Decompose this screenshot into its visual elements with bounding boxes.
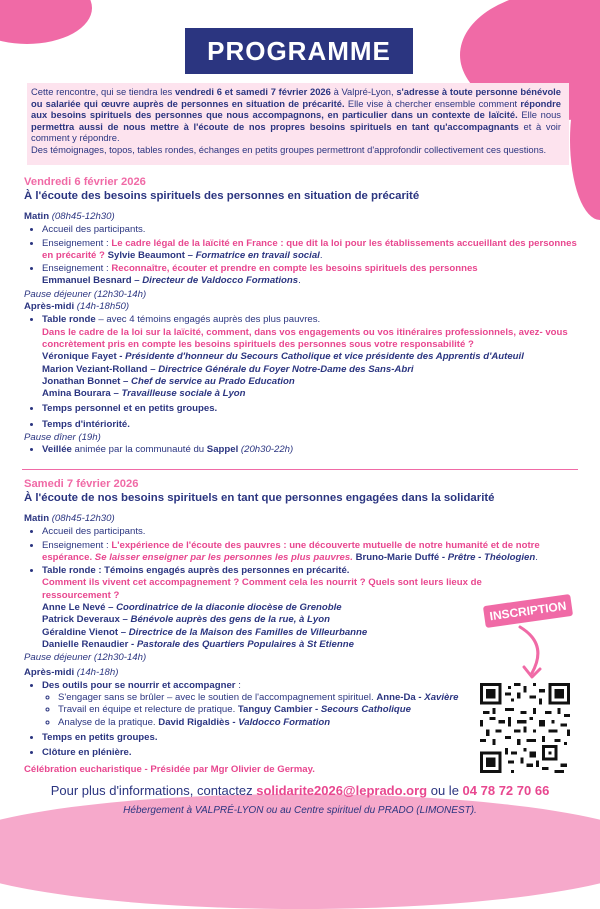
list-item: • Enseignement : L'expérience de l'écoute des pauvres : une découverte mutuelle de notre humanité et de notre espérance. Se laisser enseigner par les personnes les plus pauvres. Bruno-Marie Duffé - Prêtre - Théologien.	[42, 540, 584, 565]
friday-dinner-break: Pause dîner (19h)	[24, 432, 101, 444]
decorative-blob-top-left	[0, 0, 92, 44]
saturday-afternoon-heading: Après-midi (14h-18h)	[24, 666, 119, 678]
intro-text: Cette rencontre, qui se tiendra les vendredi 6 et samedi 7 février 2026 à Valpré-Lyon, s'adresse à toute personne bénévole ou salariée qui œuvre auprès de personnes en situation de précarité. Elle vise à chercher ensemble comment répondre aux besoins spirituels des personnes que nous accompagnons, en particulier dans un contexte de laïcité. Elle nous permettra aussi de nous mettre à l'écoute de nos propres besoins spirituels en tant qu'accompagnants et à voir comment y répondre. Des témoignages, topos, tables rondes, échanges en petits groupes permettront d'approfondir collectivement ces questions.	[27, 83, 569, 165]
list-item: • Accueil des participants.	[42, 526, 584, 538]
saturday-theme: À l'écoute de nos besoins spirituels en tant que personnes engagées dans la solidarité	[24, 492, 495, 504]
arrow-down-icon	[510, 625, 550, 683]
phone-number[interactable]: 04 78 72 70 66	[462, 783, 550, 798]
list-item: • Veillée animée par la communauté du Sappel (20h30-22h)	[42, 444, 584, 456]
list-item: • Accueil des participants.	[42, 224, 584, 236]
list-item: • Enseignement : Reconnaître, écouter et prendre en compte les besoins spirituels des personnes Emmanuel Besnard – Directeur de Valdocco Formations.	[42, 263, 584, 288]
lodging-info: Hébergement à VALPRÉ-LYON ou au Centre spirituel du PRADO (LIMONEST).	[123, 805, 477, 816]
list-item: • Table ronde – avec 4 témoins engagés auprès des plus pauvres. Dans le cadre de la loi sur la laïcité, comment, dans vos engagements ou vos itinéraires professionnels, avez- vous concrètement pris en compte les besoins spirituels des personnes sous votre responsabilité ? Véronique Fayet - Présidente d'honneur du Secours Catholique et vice présidente des Apprentis d'Auteuil Marion Veziant-Rolland – Directrice Générale du Foyer Notre-Dame des Sans-Abri Jonathan Bonnet – Chef de service au Prado Education Amina Bourara – Travailleuse sociale à Lyon	[42, 314, 584, 400]
list-item: • Des outils pour se nourrir et accompagner : ◦ S'engager sans se brûler – avec le soutien de l'accompagnement spirituel. Anne-Da - Xavière ◦ Travail en équipe et relecture de pratique. Tanguy Cambier - Secours Catholique ◦ Analyse de la pratique. David Rigaldiès - Valdocco Formation	[42, 680, 584, 729]
list-item: • Temps personnel et en petits groupes.	[42, 403, 584, 415]
contact-info: Pour plus d'informations, contactez solidarite2026@leprado.org ou le 04 78 72 70 66	[50, 783, 550, 798]
saturday-morning-heading: Matin (08h45-12h30)	[24, 513, 115, 524]
list-item: • Table ronde : Témoins engagés auprès des personnes en précarité. Comment ils vivent cet accompagnement ? Comment cela les nourrit ? Quels sont leurs lieux de ressourcement ? Anne Le Nevé – Coordinatrice de la diaconie diocèse de Grenoble Patrick Deveraux – Bénévole auprès des gens de la rue, à Lyon Géraldine Vienot – Directrice de la Maison des Familles de Villeurbanne Danielle Renaudier - Pastorale des Quartiers Populaires à St Etienne	[42, 565, 492, 651]
friday-afternoon-heading: Après-midi (14h-18h50)	[24, 301, 130, 313]
celebration-text: Célébration eucharistique - Présidée par Mgr Olivier de Germay.	[24, 763, 315, 775]
email-link[interactable]: solidarite2026@leprado.org	[256, 783, 428, 798]
section-divider	[22, 469, 578, 470]
list-item: • Clôture en plénière.	[42, 747, 584, 759]
friday-theme: À l'écoute des besoins spirituels des personnes en situation de précarité	[24, 190, 420, 202]
friday-lunch-break: Pause déjeuner (12h30-14h)	[24, 288, 147, 300]
sub-list-item: ◦ Travail en équipe et relecture de pratique. Tanguy Cambier - Secours Catholique	[58, 704, 584, 716]
sub-list-item: ◦ S'engager sans se brûler – avec le soutien de l'accompagnement spirituel. Anne-Da - Xavière	[58, 692, 584, 704]
friday-section	[24, 176, 584, 458]
saturday-lunch-break: Pause déjeuner (12h30-14h)	[24, 652, 147, 664]
inscription-label[interactable]: INSCRIPTION	[483, 594, 573, 628]
list-item: • Temps en petits groupes.	[42, 732, 584, 744]
sub-list-item: ◦ Analyse de la pratique. David Rigaldiès - Valdocco Formation	[58, 717, 584, 729]
list-item: • Temps d'intériorité.	[42, 419, 584, 431]
page-title: PROGRAMME	[185, 28, 413, 74]
friday-morning-heading: Matin (08h45-12h30)	[24, 211, 115, 222]
qr-code-icon[interactable]	[480, 683, 570, 773]
friday-date: Vendredi 6 février 2026	[24, 176, 146, 188]
intro-closing: Des témoignages, topos, tables rondes, échanges en petits groupes permettront d'approfondir collectivement ces questions.	[31, 143, 547, 155]
list-item: • Enseignement : Le cadre légal de la laïcité en France : que dit la loi pour les établissements accueillant des personnes en précarité ? Sylvie Beaumont – Formatrice en travail social.	[42, 238, 584, 263]
saturday-date: Samedi 7 février 2026	[24, 478, 139, 490]
